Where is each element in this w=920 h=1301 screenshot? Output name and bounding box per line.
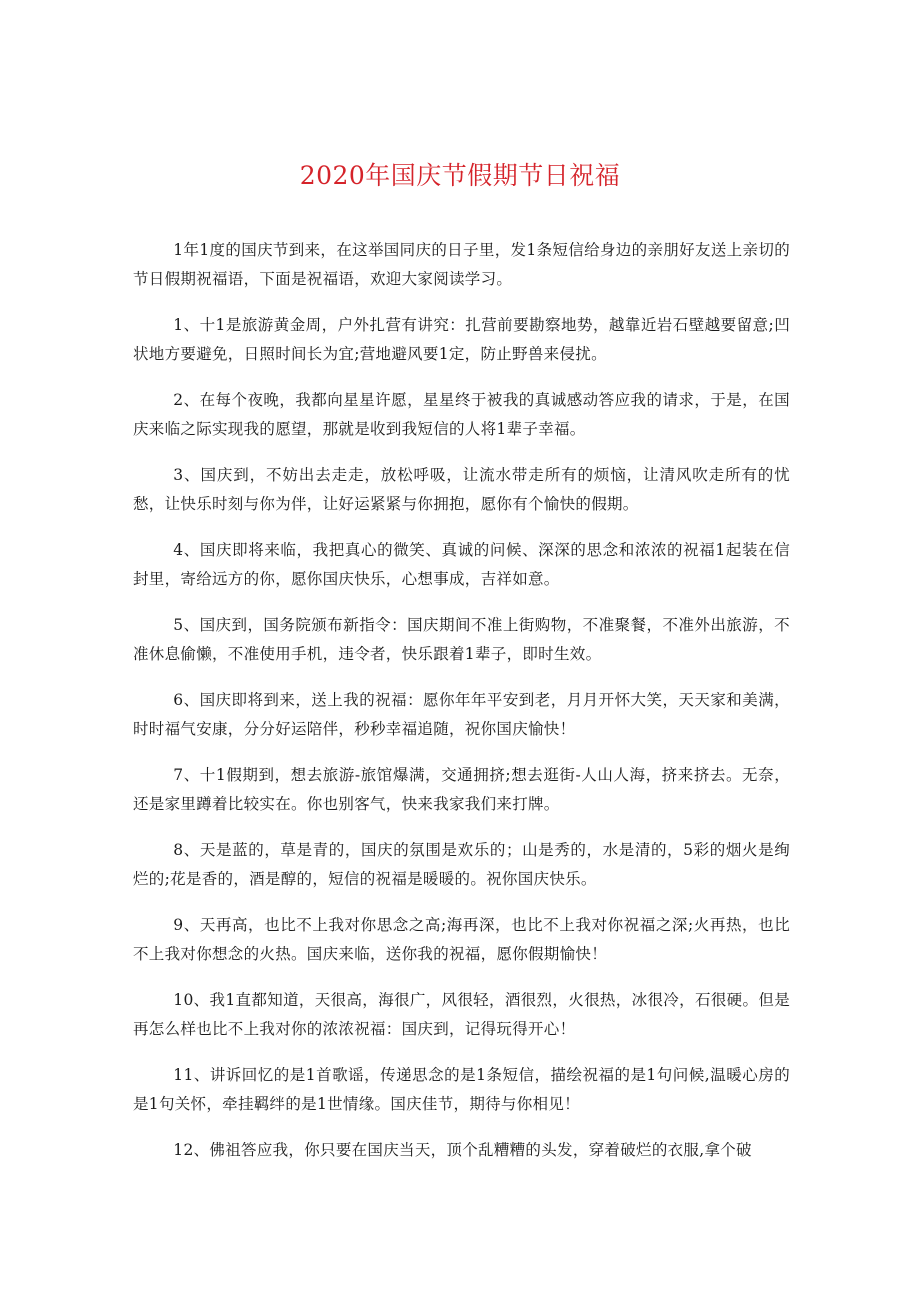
list-item: 1、十1是旅游黄金周，户外扎营有讲究：扎营前要勘察地势，越靠近岩石壁越要留意;凹状地方要避免，日照时间长为宜;营地避风要1定，防止野兽来侵扰。 bbox=[133, 316, 790, 363]
document-body bbox=[133, 236, 790, 1182]
list-item: 4、国庆即将来临，我把真心的微笑、真诚的问候、深深的思念和浓浓的祝福1起装在信封里，寄给远方的你，愿你国庆快乐，心想事成，吉祥如意。 bbox=[133, 541, 790, 588]
list-item: 11、讲诉回忆的是1首歌谣，传递思念的是1条短信，描绘祝福的是1句问候,温暖心房的是1句关怀，牵挂羁绊的是1世情缘。国庆佳节，期待与你相见！ bbox=[133, 1066, 790, 1113]
list-item: 7、十1假期到，想去旅游-旅馆爆满，交通拥挤;想去逛街-人山人海，挤来挤去。无奈，还是家里蹲着比较实在。你也别客气，快来我家我们来打牌。 bbox=[133, 766, 790, 813]
list-item: 5、国庆到，国务院颁布新指令：国庆期间不准上街购物，不准聚餐，不准外出旅游，不准休息偷懒，不准使用手机，违令者，快乐跟着1辈子，即时生效。 bbox=[133, 616, 790, 663]
list-item: 8、天是蓝的，草是青的，国庆的氛围是欢乐的；山是秀的，水是清的，5彩的烟火是绚烂的;花是香的，酒是醇的，短信的祝福是暖暖的。祝你国庆快乐。 bbox=[133, 841, 790, 888]
intro-paragraph: 1年1度的国庆节到来，在这举国同庆的日子里，发1条短信给身边的亲朋好友送上亲切的节日假期祝福语，下面是祝福语，欢迎大家阅读学习。 bbox=[133, 241, 790, 288]
document-title: 2020年国庆节假期节日祝福 bbox=[299, 161, 621, 190]
list-item: 9、天再高，也比不上我对你思念之高;海再深，也比不上我对你祝福之深;火再热，也比不上我对你想念的火热。国庆来临，送你我的祝福，愿你假期愉快！ bbox=[133, 916, 790, 963]
list-item: 12、佛祖答应我，你只要在国庆当天，顶个乱糟糟的头发，穿着破烂的衣服,拿个破 bbox=[173, 1141, 752, 1159]
list-item: 6、国庆即将到来，送上我的祝福：愿你年年平安到老，月月开怀大笑，天天家和美满，时时福气安康，分分好运陪伴，秒秒幸福追随，祝你国庆愉快！ bbox=[133, 691, 790, 738]
list-item: 2、在每个夜晚，我都向星星许愿，星星终于被我的真诚感动答应我的请求，于是，在国庆来临之际实现我的愿望，那就是收到我短信的人将1辈子幸福。 bbox=[133, 391, 790, 438]
list-item: 10、我1直都知道，天很高，海很广，风很轻，酒很烈，火很热，冰很冷，石很硬。但是再怎么样也比不上我对你的浓浓祝福：国庆到，记得玩得开心！ bbox=[133, 991, 790, 1038]
list-item: 3、国庆到，不妨出去走走，放松呼吸，让流水带走所有的烦恼，让清风吹走所有的忧愁，让快乐时刻与你为伴，让好运紧紧与你拥抱，愿你有个愉快的假期。 bbox=[133, 466, 790, 513]
